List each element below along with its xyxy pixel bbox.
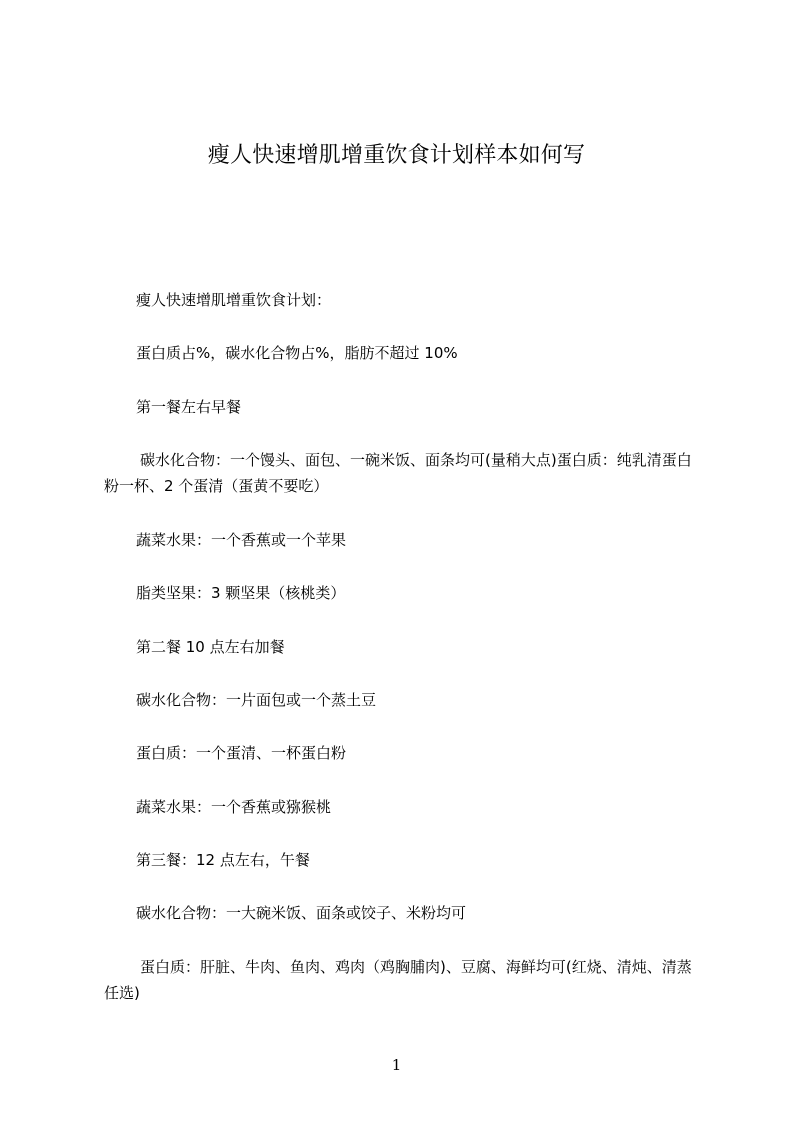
paragraph-meal-2-heading: 第二餐 10 点左右加餐 bbox=[136, 638, 285, 656]
paragraph-meal-2-protein: 蛋白质：一个蛋清、一杯蛋白粉 bbox=[136, 744, 347, 762]
paragraph-meal-3-carbs: 碳水化合物：一大碗米饭、面条或饺子、米粉均可 bbox=[136, 904, 467, 922]
paragraph-meal-2-carbs: 碳水化合物：一片面包或一个蒸土豆 bbox=[136, 691, 377, 709]
paragraph-macro-ratio: 蛋白质占%，碳水化合物占%，脂肪不超过 10% bbox=[136, 344, 458, 362]
paragraph-meal-2-fruit: 蔬菜水果：一个香蕉或猕猴桃 bbox=[136, 798, 332, 816]
page-number: 1 bbox=[391, 1056, 402, 1074]
paragraph-plan-heading: 瘦人快速增肌增重饮食计划： bbox=[136, 291, 332, 309]
paragraph-meal-1-nuts: 脂类坚果：3 颗坚果（核桃类） bbox=[136, 584, 346, 602]
paragraph-meal-3-protein: 蛋白质：肝脏、牛肉、鱼肉、鸡肉（鸡胸脯肉)、豆腐、海鲜均可(红烧、清炖、清蒸任选) bbox=[104, 958, 692, 1002]
document-title: 瘦人快速增肌增重饮食计划样本如何写 bbox=[207, 143, 586, 168]
paragraph-meal-1-fruit: 蔬菜水果：一个香蕉或一个苹果 bbox=[136, 531, 347, 549]
paragraph-meal-1-carbs-protein: 碳水化合物：一个馒头、面包、一碗米饭、面条均可(量稍大点)蛋白质：纯乳清蛋白粉一杯、2 个蛋清（蛋黄不要吃） bbox=[104, 451, 692, 495]
paragraph-meal-1-heading: 第一餐左右早餐 bbox=[136, 398, 242, 416]
paragraph-meal-3-heading: 第三餐：12 点左右，午餐 bbox=[136, 851, 310, 869]
